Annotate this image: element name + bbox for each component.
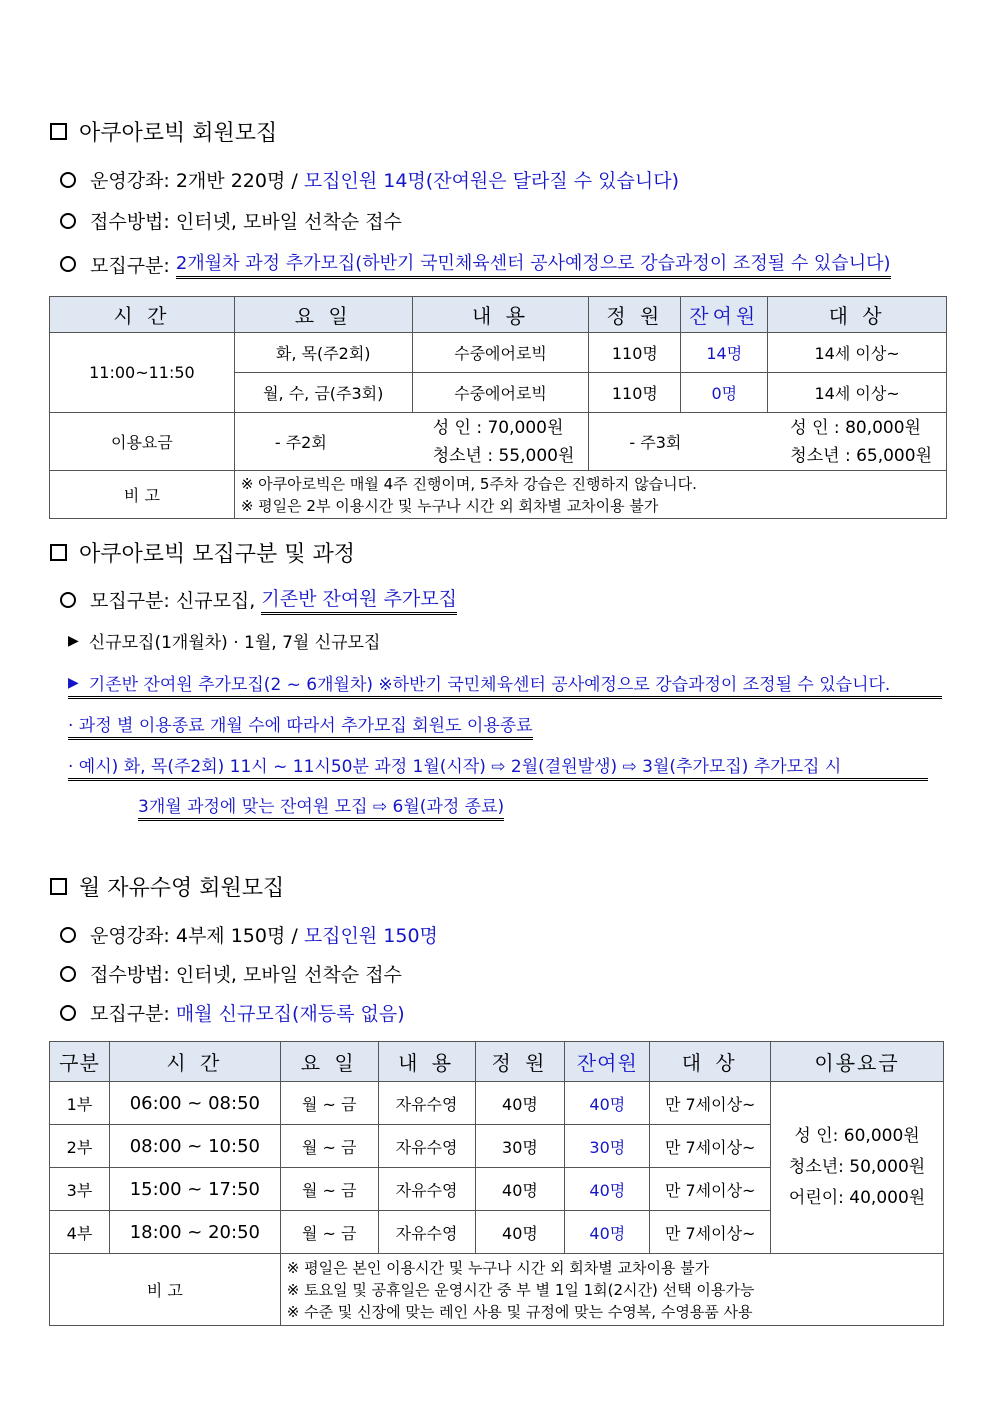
header-fee: 이용요금 (771, 1042, 944, 1082)
header-target: 대 상 (768, 297, 947, 333)
category-label: 모집구분: 신규모집, (90, 590, 256, 612)
circle-bullet-icon (60, 1005, 76, 1021)
fee-row (50, 413, 947, 471)
fee-youth: 청소년: 50,000원 (788, 1157, 926, 1177)
recruit-count: 모집인원 150명 (303, 925, 438, 947)
header-time: 시 간 (109, 1042, 280, 1082)
fee-cell (771, 1082, 944, 1254)
content-cell: 자유수영 (378, 1082, 475, 1125)
circle-bullet-icon (60, 213, 76, 229)
header-content: 내 용 (412, 297, 589, 333)
day-cell: 월 ~ 금 (280, 1082, 378, 1125)
remaining-cell: 40명 (565, 1211, 650, 1254)
category-detail: 매월 신규모집(재등록 없음) (175, 1003, 405, 1025)
swim-operation-line (60, 921, 438, 948)
dot-text: · 과정 별 이용종료 개월 수에 따라서 추가모집 회원도 이용종료 (68, 716, 533, 736)
header-day: 요 일 (280, 1042, 378, 1082)
header-part: 구분 (50, 1042, 110, 1082)
aquarobic-register-line (60, 207, 402, 234)
time-cell: 18:00 ~ 20:50 (109, 1211, 280, 1254)
target-cell: 14세 이상~ (768, 373, 947, 413)
bullet-text: 기존반 잔여원 추가모집(2 ~ 6개월차) ※하반기 국민체육센터 공사예정으로 강습과정이 조정될 수 있습니다. (88, 675, 891, 695)
section-course-title (50, 537, 355, 568)
part-cell: 4부 (50, 1211, 110, 1254)
capacity-cell: 110명 (589, 333, 681, 373)
fee-triweekly (589, 413, 947, 471)
header-content: 내 용 (378, 1042, 475, 1082)
part-cell: 3부 (50, 1168, 110, 1211)
note-cell (234, 471, 946, 519)
capacity-cell: 30명 (475, 1125, 565, 1168)
aquarobic-category-line (60, 249, 891, 279)
content-cell: 수중에어로빅 (412, 373, 589, 413)
note-row (50, 1254, 944, 1326)
content-cell: 수중에어로빅 (412, 333, 589, 373)
fee-youth: 청소년 : 55,000원 (432, 445, 575, 466)
fee-adult: 성 인 : 70,000원 (432, 417, 564, 438)
day-cell: 월 ~ 금 (280, 1125, 378, 1168)
header-remaining: 잔여원 (681, 297, 768, 333)
category-label: 모집구분: (90, 254, 170, 277)
circle-bullet-icon (60, 927, 76, 943)
fee-label: 이용요금 (50, 413, 235, 471)
fee-biweekly (234, 413, 589, 471)
note-line: ※ 평일은 본인 이용시간 및 누구나 시간 외 회차별 교차이용 불가 (286, 1258, 710, 1277)
header-time: 시 간 (50, 297, 235, 333)
circle-bullet-icon (60, 172, 76, 188)
day-cell: 월 ~ 금 (280, 1168, 378, 1211)
note-label: 비 고 (50, 1254, 281, 1326)
category-detail: 기존반 잔여원 추가모집 (261, 584, 457, 615)
note-line: ※ 토요일 및 공휴일은 운영시간 중 부 별 1일 1회(2시간) 선택 이용가능 (286, 1280, 755, 1299)
fee-triweekly-label: - 주3회 (629, 433, 682, 452)
section-title-text: 아쿠아로빅 모집구분 및 과정 (79, 542, 356, 567)
triangle-bullet-icon: ▶ (68, 632, 79, 649)
note-row (50, 471, 947, 519)
note-line: ※ 평일은 2부 이용시간 및 누구나 시간 외 회차별 교차이용 불가 (240, 496, 659, 515)
course-end-note (68, 711, 533, 740)
circle-bullet-icon (60, 256, 76, 272)
capacity-cell: 40명 (475, 1082, 565, 1125)
header-capacity: 정 원 (589, 297, 681, 333)
target-cell: 만 7세이상~ (650, 1168, 771, 1211)
day-cell: 화, 목(주2회) (234, 333, 412, 373)
capacity-cell: 110명 (589, 373, 681, 413)
triangle-bullet-icon: ▶ (68, 674, 79, 691)
fee-child: 어린이: 40,000원 (788, 1188, 926, 1208)
aquarobic-table (49, 296, 947, 519)
existing-recruit-bullet (68, 670, 942, 699)
section-free-swim-title (50, 871, 284, 902)
content-cell: 자유수영 (378, 1168, 475, 1211)
content-cell: 자유수영 (378, 1211, 475, 1254)
day-cell: 월 ~ 금 (280, 1211, 378, 1254)
remaining-cell: 0명 (681, 373, 768, 413)
free-swim-table (49, 1041, 944, 1326)
capacity-cell: 40명 (475, 1168, 565, 1211)
target-cell: 만 7세이상~ (650, 1082, 771, 1125)
dot-text: 3개월 과정에 맞는 잔여원 모집 ⇨ 6월(과정 종료) (138, 797, 505, 817)
fee-adult: 성 인 : 80,000원 (790, 417, 921, 438)
aquarobic-operation-line (60, 166, 679, 193)
section-title-text: 월 자유수영 회원모집 (79, 876, 285, 901)
target-cell: 만 7세이상~ (650, 1125, 771, 1168)
operation-label: 운영강좌: 4부제 150명 / (90, 925, 298, 947)
new-recruit-bullet (68, 628, 380, 653)
note-line: ※ 수준 및 신장에 맞는 레인 사용 및 규정에 맞는 수영복, 수영용품 사용 (286, 1302, 753, 1321)
category-detail: 2개월차 과정 추가모집(하반기 국민체육센터 공사예정으로 강습과정이 조정될 수 있습니다) (176, 249, 891, 279)
square-bullet-icon (50, 544, 67, 561)
square-bullet-icon (50, 878, 67, 895)
table-row (50, 1082, 944, 1125)
register-method: 접수방법: 인터넷, 모바일 선착순 접수 (90, 211, 402, 233)
fee-youth: 청소년 : 65,000원 (790, 445, 932, 466)
time-cell: 08:00 ~ 10:50 (109, 1125, 280, 1168)
course-category-line (60, 584, 457, 615)
note-label: 비 고 (50, 471, 235, 519)
fee-adult: 성 인: 60,000원 (794, 1126, 920, 1146)
time-cell: 06:00 ~ 08:50 (109, 1082, 280, 1125)
square-bullet-icon (50, 123, 67, 140)
content-cell: 자유수영 (378, 1125, 475, 1168)
part-cell: 1부 (50, 1082, 110, 1125)
header-day: 요 일 (234, 297, 412, 333)
part-cell: 2부 (50, 1125, 110, 1168)
recruit-count: 모집인원 14명(잔여원은 달라질 수 있습니다) (303, 170, 679, 192)
dot-text: · 예시) 화, 목(주2회) 11시 ~ 11시50분 과정 1월(시작) ⇨ 2월(결원발생) ⇨ 3월(추가모집) 추가모집 시 (68, 757, 842, 777)
note-cell (280, 1254, 943, 1326)
table-row (50, 333, 947, 373)
capacity-cell: 40명 (475, 1211, 565, 1254)
remaining-cell: 30명 (565, 1125, 650, 1168)
header-capacity: 정 원 (475, 1042, 565, 1082)
remaining-cell: 40명 (565, 1168, 650, 1211)
note-line: ※ 아쿠아로빅은 매월 4주 진행이며, 5주차 강습은 진행하지 않습니다. (240, 474, 697, 493)
fee-biweekly-label: - 주2회 (274, 433, 327, 452)
target-cell: 만 7세이상~ (650, 1211, 771, 1254)
remaining-cell: 14명 (681, 333, 768, 373)
register-method: 접수방법: 인터넷, 모바일 선착순 접수 (90, 964, 402, 986)
course-example-note (68, 752, 928, 781)
target-cell: 14세 이상~ (768, 333, 947, 373)
category-label: 모집구분: (90, 1003, 170, 1025)
circle-bullet-icon (60, 966, 76, 982)
time-cell: 11:00~11:50 (50, 333, 235, 413)
header-target: 대 상 (650, 1042, 771, 1082)
bullet-text: 신규모집(1개월차) · 1월, 7월 신규모집 (88, 633, 381, 653)
remaining-cell: 40명 (565, 1082, 650, 1125)
operation-label: 운영강좌: 2개반 220명 / (90, 170, 298, 192)
course-example-note-cont (138, 792, 504, 821)
section-title-text: 아쿠아로빅 회원모집 (79, 121, 278, 146)
section-aquarobic-title (50, 116, 277, 147)
swim-category-line (60, 999, 405, 1026)
swim-register-line (60, 960, 402, 987)
time-cell: 15:00 ~ 17:50 (109, 1168, 280, 1211)
day-cell: 월, 수, 금(주3회) (234, 373, 412, 413)
circle-bullet-icon (60, 592, 76, 608)
header-remaining: 잔여원 (565, 1042, 650, 1082)
